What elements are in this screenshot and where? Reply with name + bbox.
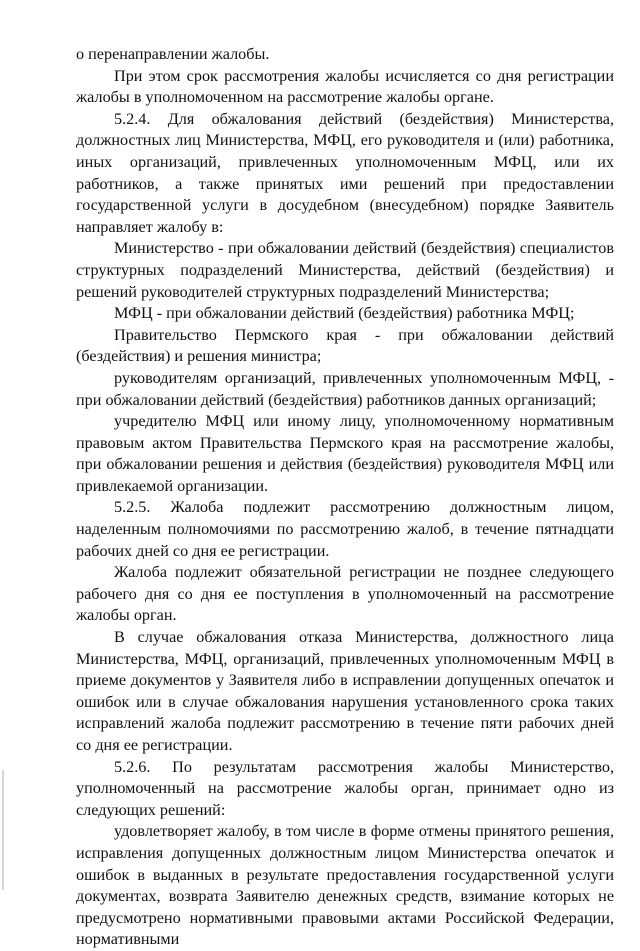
paragraph: удовлетворяет жалобу, в том числе в форме отмены принятого решения, исправления допущенных должностным лицом Министерства опечаток и ошибок в выданных в результате предоставления государственной услуги документах, возврата Заявителю денежных средств, взимание которых не предусмотрено нормативными правовыми актами Российской Федерации, нормативными: [76, 822, 614, 949]
scan-edge-mark: [2, 770, 4, 890]
paragraph: Министерство - при обжаловании действий (бездействия) специалистов структурных подразделений Министерства, действий (бездействия) и решений руководителей структурных подразделений Министерства;: [76, 239, 614, 301]
paragraph: о перенаправлении жалобы.: [76, 45, 270, 63]
paragraph: При этом срок рассмотрения жалобы исчисляется со дня регистрации жалобы в уполномоченном на рассмотрение жалобы органе.: [76, 66, 614, 107]
paragraph: Жалоба подлежит обязательной регистрации не позднее следующего рабочего дня со дня ее поступления в уполномоченный на рассмотрение жалобы орган.: [76, 563, 614, 625]
paragraph: В случае обжалования отказа Министерства, должностного лица Министерства, МФЦ, организаций, привлеченных уполномоченным МФЦ в приеме документов у Заявителя либо в исправлении допущенных опечаток и ошибок или в случае обжалования нарушения установленного срока таких исправлений жалоба подлежит рассмотрению в течение пяти рабочих дней со дня ее регистрации.: [76, 628, 614, 754]
paragraph: учредителю МФЦ или иному лицу, уполномоченному нормативным правовым актом Правительства Пермского края на рассмотрение жалобы, при обжаловании решения и действия (бездействия) руководителя МФЦ или привлекаемой организации.: [76, 412, 614, 495]
document-page: [76, 44, 614, 951]
paragraph: 5.2.5. Жалоба подлежит рассмотрению должностным лицом, наделенным полномочиями по рассмотрению жалоб, в течение пятнадцати рабочих дней со дня ее регистрации.: [76, 498, 614, 560]
paragraph: МФЦ - при обжаловании действий (бездействия) работника МФЦ;: [114, 304, 575, 323]
paragraph: руководителям организаций, привлеченных уполномоченным МФЦ, - при обжаловании действий (бездействия) работников данных организаций;: [76, 368, 614, 409]
paragraph: Правительство Пермского края - при обжаловании действий (бездействия) и решения министра;: [76, 325, 614, 366]
paragraph: 5.2.6. По результатам рассмотрения жалобы Министерство, уполномоченный на рассмотрение жалобы орган, принимает одно из следующих решений:: [76, 757, 614, 819]
paragraph: 5.2.4. Для обжалования действий (бездействия) Министерства, должностных лиц Министерства, МФЦ, его руководителя и (или) работника, иных организаций, привлеченных уполномоченным МФЦ, или их работников, а также принятых ими решений при предоставлении государственной услуги в досудебном (внесудебном) порядке Заявитель направляет жалобу в:: [76, 109, 614, 236]
